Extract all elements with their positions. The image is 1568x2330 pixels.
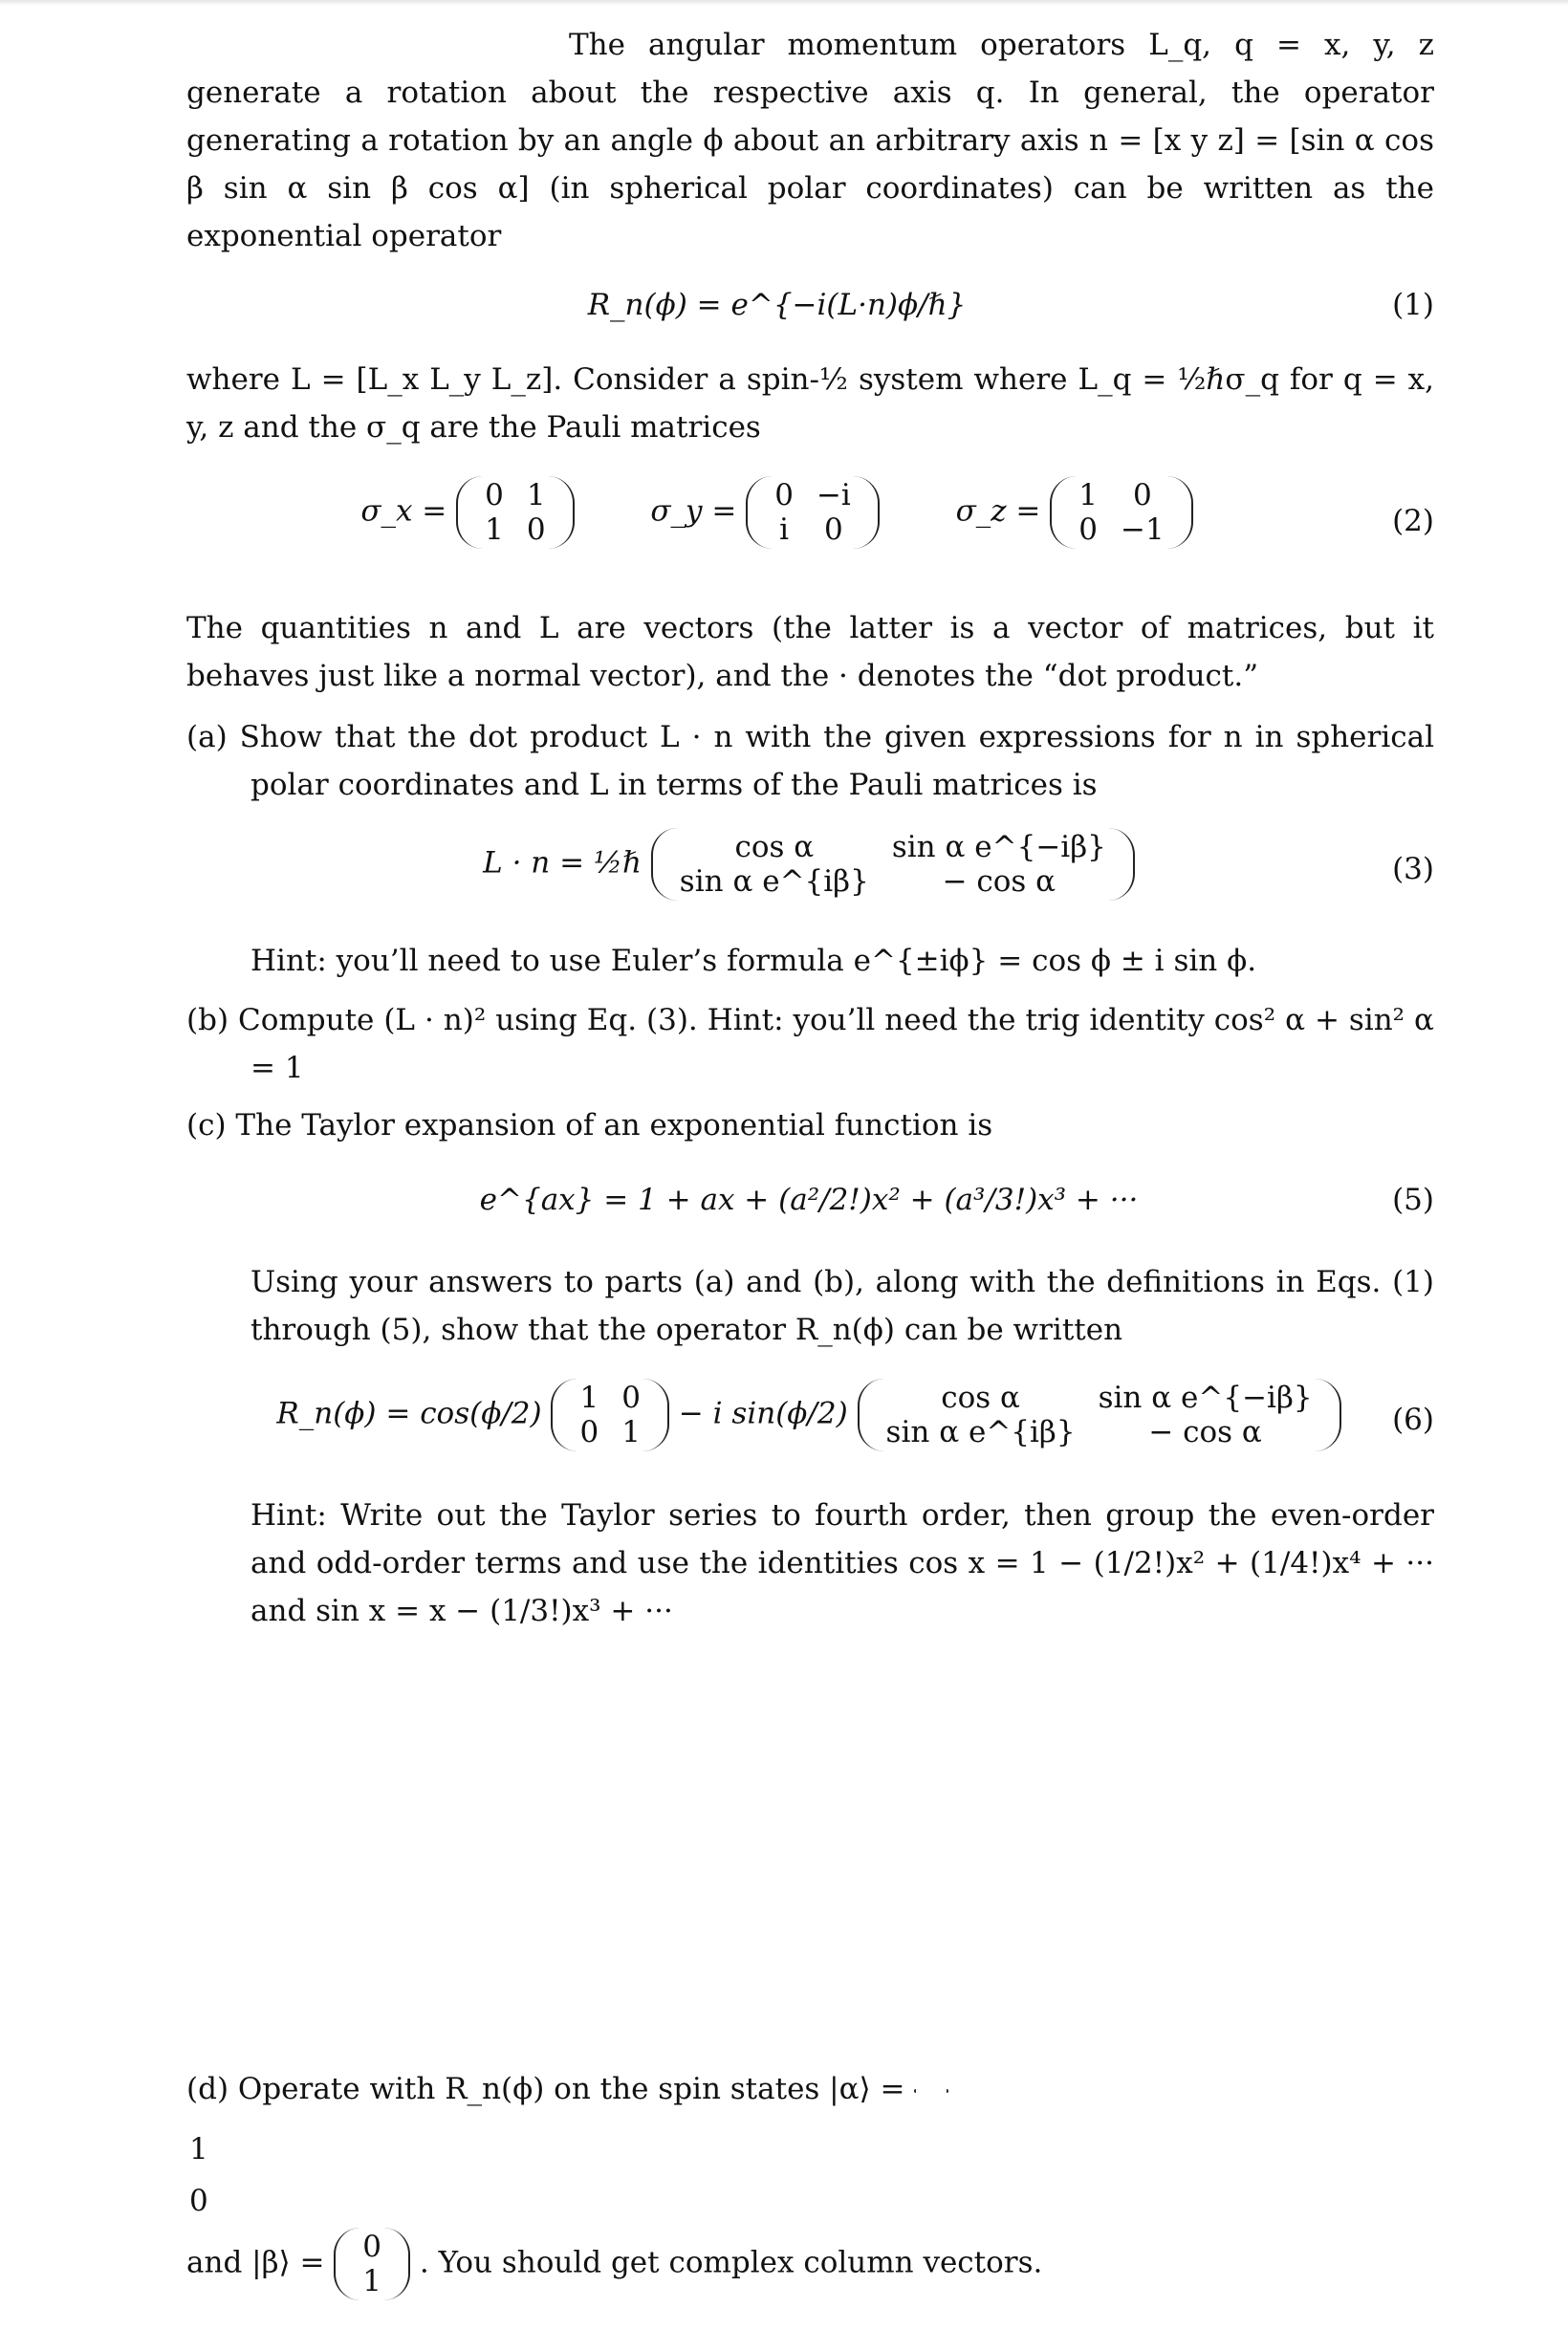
equation-3-body xyxy=(250,828,1367,901)
part-b xyxy=(186,996,1434,1092)
intro-paragraph-1: The angular momentum operators L_q, q = x, y, z generate a rotation about the respective axis q. In general, the operator generating a rotation by an angle ϕ about an arbitrary axis n = [x y z] = [sin α cos β sin α sin β cos α] (in spherical polar coordinates) can be written as the exponential operator xyxy=(186,28,1434,253)
part-d-text-after: . You should get complex column vectors. xyxy=(419,2245,1043,2280)
part-d-text-before: Operate with R_n(ϕ) on the spin states |α⟩ = xyxy=(237,2072,905,2106)
sigma-z-label: σ_z = xyxy=(955,493,1041,529)
part-d-label: (d) xyxy=(186,2072,229,2106)
equation-6-body xyxy=(250,1379,1367,1451)
intro-paragraph-2: where L = [L_x L_y L_z]. Consider a spin-½ system where L_q = ½ℏσ_q for q = x, y, z and the σ_q are the Pauli matrices xyxy=(186,362,1434,445)
equation-6-identity-matrix: 1 0 0 1 xyxy=(551,1379,668,1451)
intro-paragraph-3: The quantities n and L are vectors (the latter is a vector of matrices, but it behaves just like a normal vector), and the · denotes the “dot product.” xyxy=(186,611,1434,693)
equation-5-body: e^{ax} = 1 + ax + (a²/2!)x² + (a³/3!)x³ + ··· xyxy=(479,1183,1139,1217)
document-page: The angular momentum operators L_q, q = x, y, z generate a rotation about the respective axis q. In general, the operator generating a rotation by an angle ϕ about an arbitrary axis n = [x y z] = [sin α cos β sin α sin β cos α] (in spherical polar coordinates) can be written as the exponential operator R_n(ϕ) = e^{−i(L·n)ϕ/ℏ} (1) where L = [L_x L_y L_z]. Consider a spin-½ system where L_q = ½ℏσ_q for q = x, y, z and the σ_q are the Pauli matrices σ_x = 0 1 1 0 σ_y = 0 −i i 0 σ_z = 1 0 0 −1 (2) The quantities n and L are vectors (the latter is a vector of matrices, but it behaves just like a normal vector), and the · denotes the “dot product.” (a) Show that the dot product L · n with the given expressions for n in spherical polar coordinates and L in terms of the Pauli matrices is L · n = ½ℏ cos α sin α e^{−iβ} sin α e^{iβ} − cos α (3) Hint: you’ll need to use Euler’s formula e^{±iϕ} = cos ϕ ± i sin ϕ. (b) Compute (L · n)² using Eq. (3). Hint: you’ll need the trig identity cos² α + sin² α = 1 (c) The Taylor expansion of an exponential function is e^{ax} = 1 + ax + (a²/2!)x² + (a³/3!)x³ + ··· (5) Using your answers to parts (a) and (b), along with the definitions in Eqs. (1) through (5), show that the operator R_n(ϕ) can be written R_n(ϕ) = cos(ϕ/2) 1 0 0 1 − i sin(ϕ/2) cos α sin α e^{−iβ} sin α e^{iβ} − cos α (6) Hint: Write out the Taylor series to fourth order, then group the even-order and odd-order terms and use the identities cos x = 1 − (1/2!)x² + (1/4!)x⁴ + ··· and sin x = x − (1/3!)x³ + ··· (d) Operate with R_n(ϕ) on the spin states |α⟩ = 1 0 and |β⟩ = 0 1 . You should get complex column vectors. xyxy=(186,21,1434,2330)
equation-1 xyxy=(186,281,1434,348)
equation-2-number: (2) xyxy=(1392,504,1434,538)
equation-1-body: R_n(ϕ) = e^{−i(L·n)ϕ/ℏ} xyxy=(587,288,967,322)
blank-space xyxy=(186,1635,1434,2056)
equation-6-mid: − i sin(ϕ/2) xyxy=(678,1396,848,1431)
part-c-text: The Taylor expansion of an exponential function is xyxy=(235,1108,993,1143)
equation-5-number: (5) xyxy=(1392,1183,1434,1217)
part-a-hint: Hint: you’ll need to use Euler’s formula e^{±iϕ} = cos ϕ ± i sin ϕ. xyxy=(250,944,1257,978)
equation-3-matrix: cos α sin α e^{−iβ} sin α e^{iβ} − cos α xyxy=(651,828,1135,901)
sigma-y-label: σ_y = xyxy=(650,493,737,529)
part-b-text: Compute (L · n)² using Eq. (3). Hint: you’ll need the trig identity cos² α + sin² α = 1 xyxy=(238,1003,1434,1085)
part-c-text-2: Using your answers to parts (a) and (b), along with the definitions in Eqs. (1) through (5), show that the operator R_n(ϕ) can be written xyxy=(250,1265,1434,1347)
part-d xyxy=(186,2056,1434,2123)
sigma-x-label: σ_x = xyxy=(360,493,447,529)
sigma-x-matrix: 0 1 1 0 xyxy=(456,476,574,549)
part-a-text: Show that the dot product L · n with the given expressions for n in spherical polar coordinates and L in terms of the Pauli matrices is xyxy=(239,720,1435,802)
top-shadow-bar xyxy=(0,0,1568,6)
equation-3 xyxy=(186,822,1434,927)
part-a xyxy=(186,713,1434,809)
equation-1-number: (1) xyxy=(1392,288,1434,322)
equation-6 xyxy=(186,1373,1434,1478)
equation-6-lhs: R_n(ϕ) = cos(ϕ/2) xyxy=(276,1396,542,1431)
beta-vector: 0 1 xyxy=(334,2228,410,2300)
sigma-y-matrix: 0 −i i 0 xyxy=(746,476,880,549)
equation-6-number: (6) xyxy=(1392,1403,1434,1437)
sigma-z-matrix: 1 0 0 −1 xyxy=(1050,476,1192,549)
equation-5 xyxy=(186,1176,1434,1252)
part-a-label: (a) xyxy=(186,720,228,754)
equation-3-number: (3) xyxy=(1392,852,1434,886)
part-c-label: (c) xyxy=(186,1108,227,1143)
part-d-mid: and |β⟩ = xyxy=(186,2245,325,2280)
alpha-vector xyxy=(914,2089,948,2093)
part-b-label: (b) xyxy=(186,1003,229,1037)
equation-2 xyxy=(186,468,1434,583)
equation-6-matrix: cos α sin α e^{−iβ} sin α e^{iβ} − cos α xyxy=(858,1379,1341,1451)
part-c-hint: Hint: Write out the Taylor series to fourth order, then group the even-order and odd-order terms and use the identities cos x = 1 − (1/2!)x² + (1/4!)x⁴ + ··· and sin x = x − (1/3!)x³ + ··· xyxy=(250,1498,1434,1628)
part-c xyxy=(186,1101,1434,1149)
equation-3-lhs: L · n = ½ℏ xyxy=(483,845,642,881)
equation-2-body xyxy=(186,476,1367,549)
